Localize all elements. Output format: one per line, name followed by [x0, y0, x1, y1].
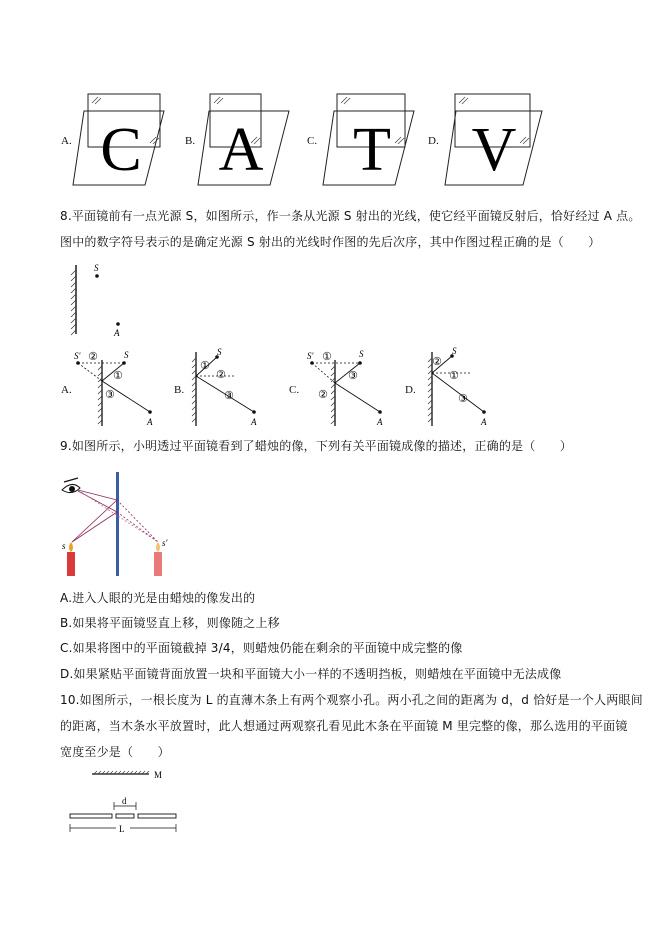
svg-text:①: ①: [449, 369, 459, 382]
q9-label-s-prime: s': [162, 538, 168, 548]
q8-label-s: S: [94, 263, 99, 273]
q9-figure: [58, 472, 178, 580]
q8-stem-line2: 图中的数字符号表示的是确定光源 S 射出的光线时作图的先后次序，其中作图过程正确的是（ ）: [60, 235, 601, 249]
svg-text:A: A: [251, 417, 257, 427]
q9-choice-b: B.如果将平面镜竖直上移，则像随之上移: [60, 616, 280, 630]
svg-text:S: S: [217, 347, 222, 357]
svg-text:②: ②: [216, 368, 226, 381]
q10-figure: [66, 770, 196, 836]
svg-text:S: S: [124, 350, 129, 360]
svg-text:S': S': [307, 351, 314, 361]
svg-text:S: S: [452, 346, 457, 356]
svg-text:③: ③: [224, 389, 234, 402]
svg-text:A: A: [481, 417, 487, 427]
svg-text:①: ①: [200, 359, 210, 372]
svg-text:③: ③: [348, 369, 358, 382]
q10-stem-line3: 宽度至少是（ ）: [60, 745, 170, 759]
svg-text:②: ②: [88, 350, 98, 363]
svg-text:A: A: [147, 417, 153, 427]
q10-label-m: M: [154, 770, 163, 780]
q8-option-label-d: D.: [405, 384, 416, 396]
q9-stem: 9.如图所示，小明透过平面镜看到了蜡烛的像，下列有关平面镜成像的描述，正确的是（ ）: [60, 439, 573, 453]
q8-main-figure: [68, 262, 138, 342]
q7-option-c-figure: [322, 93, 432, 188]
svg-text:②: ②: [432, 355, 442, 368]
q7-letter-b: A: [218, 116, 264, 184]
q8-option-b-figure: [188, 348, 278, 428]
q9-choice-d: D.如果紧贴平面镜背面放置一块和平面镜大小一样的不透明挡板，则蜡烛在平面镜中无法成像: [60, 667, 562, 681]
svg-text:A: A: [377, 417, 383, 427]
q10-stem-line1: 10.如图所示，一根长度为 L 的直薄木条上有两个观察小孔。两小孔之间的距离为 d，d 恰好是一个人两眼间: [60, 693, 643, 707]
q8-option-label-a: A.: [61, 384, 72, 396]
q7-option-a-figure: [72, 93, 182, 188]
svg-text:③: ③: [105, 388, 115, 401]
q8-stem-line1: 8.平面镜前有一点光源 S，如图所示，作一条从光源 S 射出的光线，使它经平面镜反射后，恰好经过 A 点。: [60, 209, 641, 223]
q7-option-d-figure: [444, 93, 554, 188]
svg-text:S: S: [359, 349, 364, 359]
svg-text:③: ③: [458, 392, 468, 405]
q7-option-label-b: B.: [185, 135, 196, 147]
q8-option-label-b: B.: [174, 384, 185, 396]
q8-option-label-c: C.: [289, 384, 300, 396]
q7-option-b-figure: [197, 93, 307, 188]
q10-label-l: L: [119, 824, 125, 834]
svg-text:①: ①: [113, 369, 123, 382]
svg-text:①: ①: [322, 350, 332, 363]
svg-text:②: ②: [318, 388, 328, 401]
q7-letter-c: T: [353, 116, 391, 184]
q7-option-label-c: C.: [307, 135, 318, 147]
q8-option-d-figure: [418, 348, 508, 428]
eye-icon: [62, 478, 80, 493]
q10-stem-line2: 的距离，当木条水平放置时，此人想通过两观察孔看见此木条在平面镜 M 里完整的像，那么选用的平面镜: [60, 719, 628, 733]
q9-choice-c: C.如果将图中的平面镜截掉 3/4，则蜡烛仍能在剩余的平面镜中成完整的像: [60, 641, 463, 655]
q8-option-a-figure: [72, 348, 172, 428]
q7-letter-a: C: [100, 116, 142, 184]
q9-choice-a: A.进入人眼的光是由蜡烛的像发出的: [60, 591, 256, 605]
q9-label-s: s: [62, 541, 66, 551]
q8-option-c-figure: [302, 348, 402, 428]
q7-letter-d: V: [471, 116, 517, 184]
q9-mirror: [116, 472, 119, 576]
q7-option-label-d: D.: [428, 135, 439, 147]
q7-option-label-a: A.: [61, 135, 72, 147]
svg-text:S': S': [74, 351, 81, 361]
q10-label-d: d: [122, 796, 127, 806]
q8-label-a: A: [114, 328, 120, 338]
